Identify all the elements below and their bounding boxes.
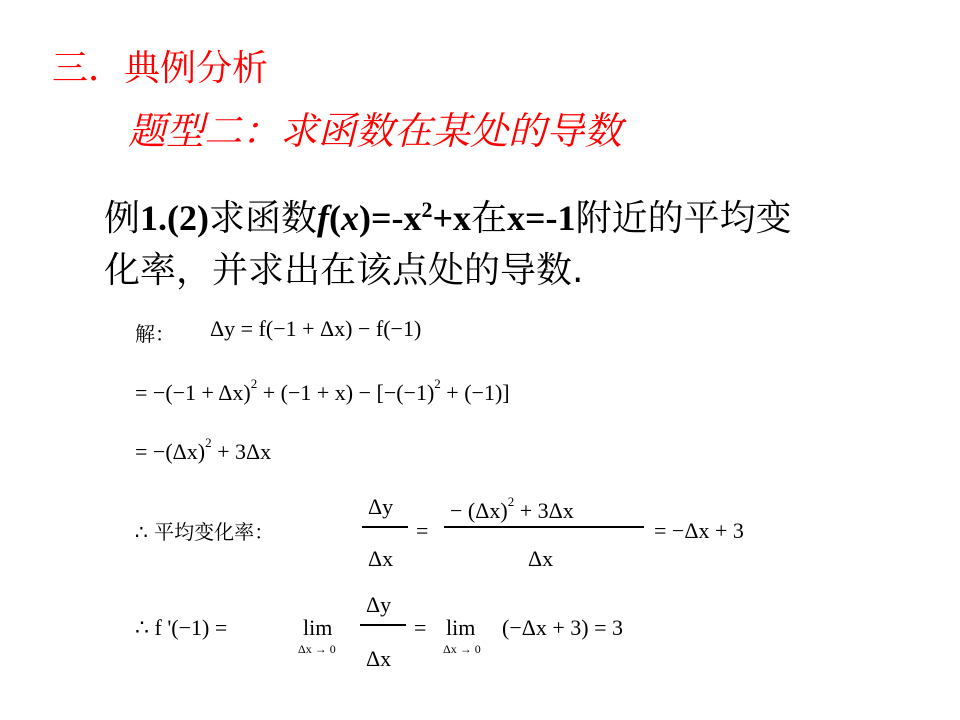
fraction-numerator-expression: − $(\Delta x)^2 + 3\Delta x$ xyxy=(450,494,574,523)
fraction-bar xyxy=(362,526,408,528)
problem-statement-line2: 化率，并求出在该点处的导数. xyxy=(104,250,584,291)
fraction-numerator-dy: Δy xyxy=(366,592,392,617)
fraction-denominator-dx: Δx xyxy=(528,546,554,571)
solution-label: 解： xyxy=(135,322,175,346)
fraction-bar xyxy=(360,624,406,626)
limit-operator: lim xyxy=(446,615,476,640)
step-3: = $-(\Delta x)^2 + 3\Delta x$ xyxy=(135,435,272,464)
problem-type-heading: 题型二：求函数在某处的导数 xyxy=(128,109,623,153)
average-rate-result: = −Δx + 3 xyxy=(654,518,744,543)
fraction-numerator-dy: Δy xyxy=(368,494,394,519)
fraction-denominator-dx: Δx xyxy=(366,646,392,671)
derivative-expression: ∴ f '(−1) = xyxy=(135,615,228,640)
average-rate-label: ∴ 平均变化率： xyxy=(135,520,275,544)
fraction-denominator-dx: Δx xyxy=(368,546,394,571)
limit-subscript: Δx → 0 xyxy=(443,642,481,656)
fraction-bar xyxy=(444,526,644,528)
limit-result: (−Δx + 3) = 3 xyxy=(502,615,624,640)
problem-statement-line1: 例1.(2)求函数$f(x)=-x^2+x$在x=-1附近的平均变 xyxy=(104,197,792,239)
equals-sign: = xyxy=(414,615,427,640)
step-2: = $-(-1 + \Delta x)^2 + (-1 + x) - [-(-1)^2 + (-1)]$ xyxy=(135,376,510,405)
section-heading: 三．典例分析 xyxy=(52,48,269,89)
limit-subscript: Δx → 0 xyxy=(298,642,336,656)
step-1: Δy = f(−1 + Δx) − f(−1) xyxy=(210,316,422,341)
equals-sign: = xyxy=(416,518,429,543)
limit-operator: lim xyxy=(303,615,333,640)
